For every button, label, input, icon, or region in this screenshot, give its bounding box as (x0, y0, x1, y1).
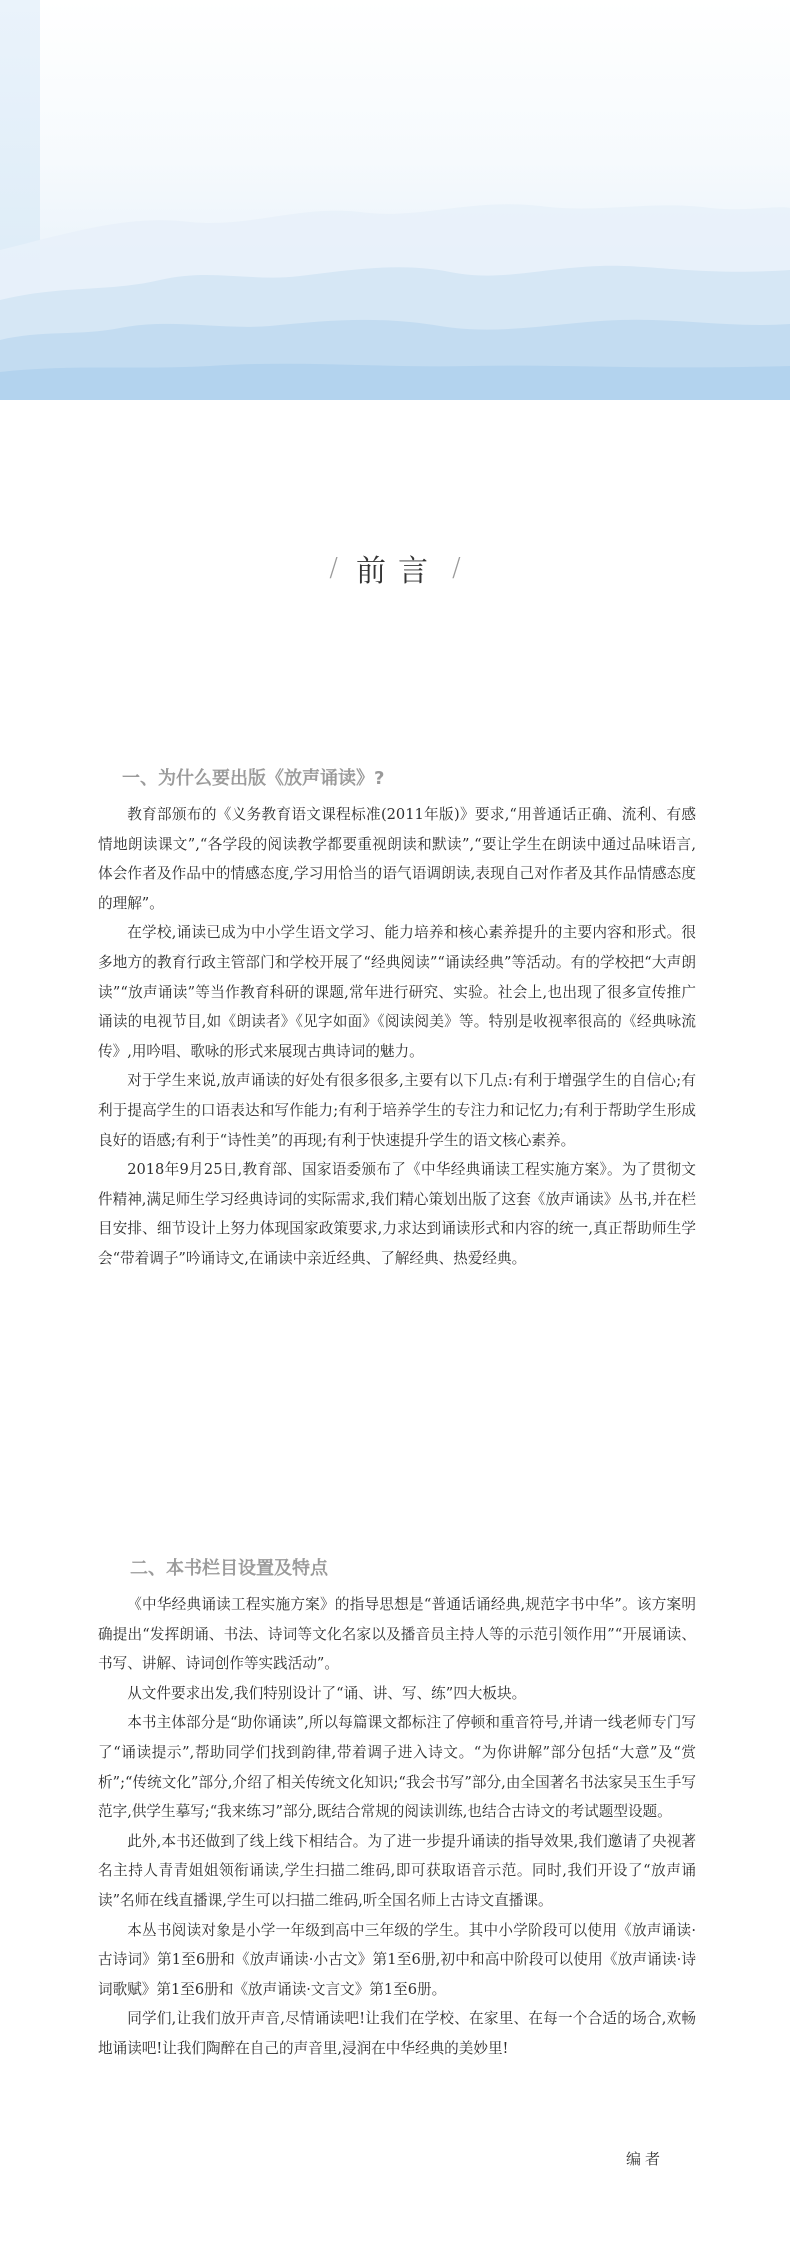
section1-heading: 一、为什么要出版《放声诵读》? (122, 768, 385, 789)
page-title: 前言 (356, 554, 440, 589)
section2-paragraph: 本丛书阅读对象是小学一年级到高中三年级的学生。其中小学阶段可以使用《放声诵读·古诗词》第1至6册和《放声诵读·小古文》第1至6册,初中和高中阶段可以使用《放声诵读·诗词歌赋》第1至6册和《放声诵读·文言文》第1至6册。 (98, 1921, 696, 1998)
section2-body (98, 1590, 696, 2064)
author-signature: 编者 (626, 2150, 665, 2168)
header-banner (0, 0, 790, 400)
section1-paragraph: 对于学生来说,放声诵读的好处有很多很多,主要有以下几点:有利于增强学生的自信心;有利于提高学生的口语表达和写作能力;有利于培养学生的专注力和记忆力;有利于帮助学生形成良好的语感;有利于“诗性美”的再现;有利于快速提升学生的语文核心素养。 (98, 1072, 696, 1149)
section1-paragraph: 2018年9月25日,教育部、国家语委颁布了《中华经典诵读工程实施方案》。为了贯彻文件精神,满足师生学习经典诗词的实际需求,我们精心策划出版了这套《放声诵读》丛书,并在栏目安排、细节设计上努力体现国家政策要求,力求达到诵读形式和内容的统一,真正帮助师生学会“带着调子”吟诵诗文,在诵读中亲近经典、了解经典、热爱经典。 (98, 1161, 696, 1267)
title-slash-right: / (452, 553, 461, 583)
section1-body (98, 800, 696, 1274)
section2-paragraph: 此外,本书还做到了线上线下相结合。为了进一步提升诵读的指导效果,我们邀请了央视著名主持人青青姐姐领衔诵读,学生扫描二维码,即可获取语音示范。同时,我们开设了“放声诵读”名师在线直播课,学生可以扫描二维码,听全国名师上古诗文直播课。 (98, 1832, 696, 1909)
section2-paragraph: 《中华经典诵读工程实施方案》的指导思想是“普通话诵经典,规范字书中华”。该方案明确提出“发挥朗诵、书法、诗词等文化名家以及播音员主持人等的示范引领作用”“开展诵读、书写、讲解、诗词创作等实践活动”。 (98, 1596, 696, 1673)
section2-paragraph: 从文件要求出发,我们特别设计了“诵、讲、写、练”四大板块。 (127, 1684, 527, 1702)
section1-paragraph: 在学校,诵读已成为中小学生语文学习、能力培养和核心素养提升的主要内容和形式。很多地方的教育行政主管部门和学校开展了“经典阅读”“诵读经典”等活动。有的学校把“大声朗读”“放声诵读”等当作教育科研的课题,常年进行研究、实验。社会上,也出现了很多宣传推广诵读的电视节目,如《朗读者》《见字如面》《阅读阅美》等。特别是收视率很高的《经典咏流传》,用吟唱、歌咏的形式来展现古典诗词的魅力。 (98, 924, 696, 1060)
section1-paragraph: 教育部颁布的《义务教育语文课程标准(2011年版)》要求,“用普通话正确、流利、有感情地朗读课文”,“各学段的阅读教学都要重视朗读和默读”,“要让学生在朗读中通过品味语言,体会作者及作品中的情感态度,学习用恰当的语气语调朗读,表现自己对作者及其作品情感态度的理解”。 (98, 806, 696, 912)
mountain-landscape-illustration (0, 0, 790, 400)
preface-title-block (0, 538, 790, 598)
title-slash-left: / (329, 553, 338, 583)
section2-heading: 二、本书栏目设置及特点 (130, 1558, 328, 1579)
section2-paragraph: 本书主体部分是“助你诵读”,所以每篇课文都标注了停顿和重音符号,并请一线老师专门写了“诵读提示”,帮助同学们找到韵律,带着调子进入诗文。“为你讲解”部分包括“大意”及“赏析”;“传统文化”部分,介绍了相关传统文化知识;“我会书写”部分,由全国著名书法家吴玉生手写范字,供学生摹写;“我来练习”部分,既结合常规的阅读训练,也结合古诗文的考试题型设题。 (98, 1714, 696, 1821)
section2-paragraph: 同学们,让我们放开声音,尽情诵读吧!让我们在学校、在家里、在每一个合适的场合,欢畅地诵读吧!让我们陶醉在自己的声音里,浸润在中华经典的美妙里! (98, 2010, 696, 2057)
